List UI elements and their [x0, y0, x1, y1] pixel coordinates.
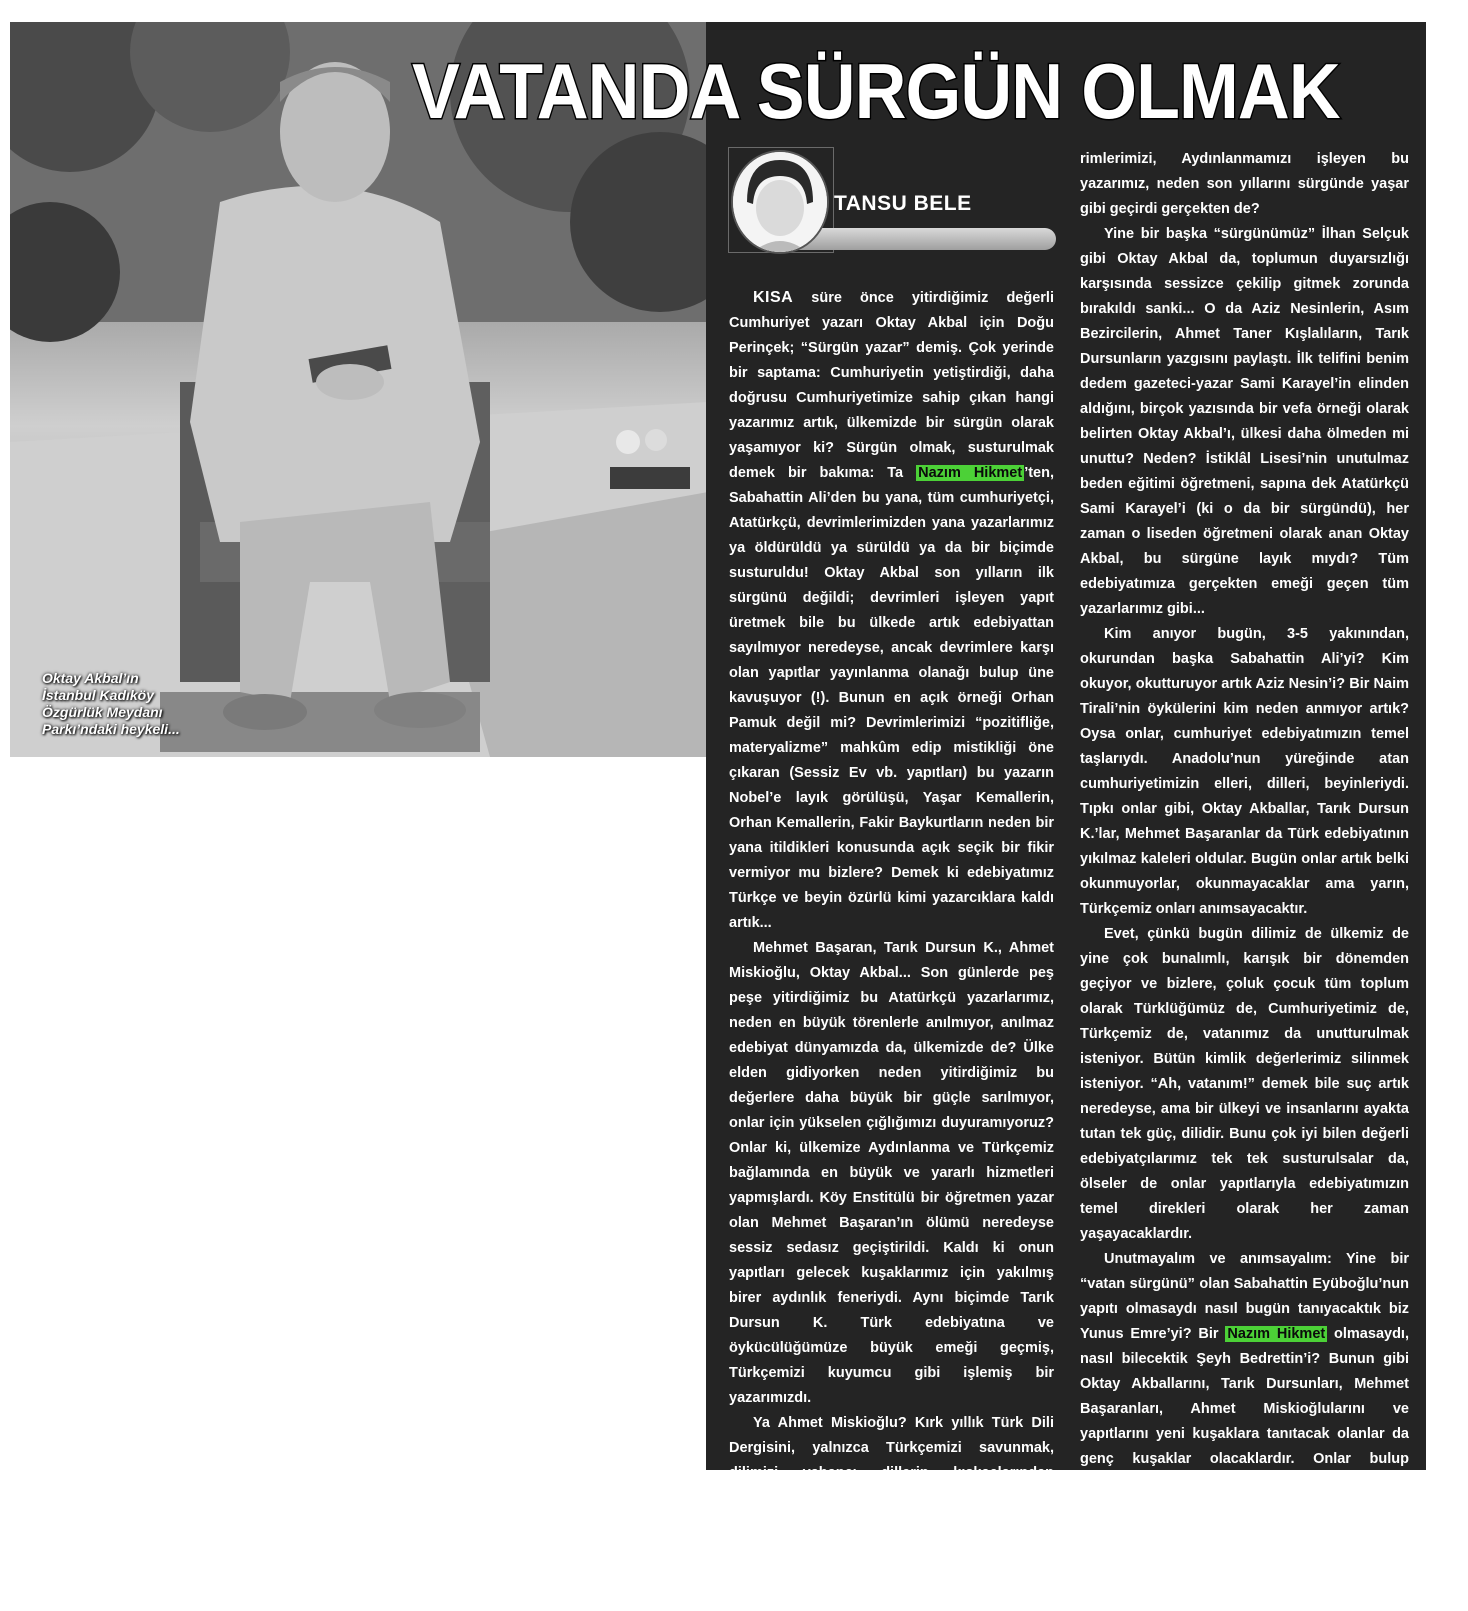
paragraph	[729, 285, 1054, 936]
article-column-1	[729, 285, 1054, 1611]
highlighted-name: Nazım Hikmet	[918, 465, 1023, 481]
lead-word: KISA	[753, 289, 794, 306]
highlighted-name: Nazım Hikmet	[1227, 1326, 1326, 1342]
caption-line: Parkı’ndaki heykeli...	[42, 721, 180, 737]
caption-line: İstanbul Kadıköy	[42, 687, 155, 703]
paragraph: Mehmet Başaran, Tarık Dursun K., Ahmet Miskioğlu, Oktay Akbal... Son günlerde peş peşe yitirdiğimiz bu Atatürkçü yazarlarımız, neden en büyük törenlerle anılmıyor, anılmaz edebiyat dünyamızda da, ülkemizde de? Ülke elden gidiyorken neden yitirdiğimiz bu değerlere daha büyük bir güçle sarılmıyor, onlar için yükselen çığlığımızı duyuramıyoruz? Onlar ki, ülkemize Aydınlanma ve Türkçemiz bağlamında en büyük ve yararlı hizmetleri yapmışlardı. Köy Enstitülü bir öğretmen yazar olan Mehmet Başaran’ın ölümü neredeyse sessiz sedasız geçiştirildi. Kaldı ki onun yapıtları gelecek kuşaklarımız için yakılmış birer aydınlık feneriydi. Aynı biçimde Tarık Dursun K. Türk edebiyatına ve öykücülüğümüze büyük emeği geçmiş, Türkçemizi kuyumcu gibi işlemiş bir yazarımızdı.	[729, 940, 1054, 1406]
author-name: TANSU BELE	[834, 192, 972, 215]
paragraph: Yine bir başka “sürgünümüz” İlhan Selçuk gibi Oktay Akbal da, toplumun duyarsızlığı karşısında sessizce çekilip gitmek zorunda bırakıldı sanki... O da Aziz Nesinlerin, Asım Bezircilerin, Ahmet Taner Kışlalıların, Tarık Dursunların yazgısını paylaştı. İlk telifini benim dedem gazeteci-yazar Sami Karayel’in elinden aldığını, birçok yazısında bir vefa örneği olarak belirten Oktay Akbal’ı, ülkesi daha ölmeden mi unuttu? Neden? İstiklâl Lisesi’nin unutulmaz beden eğitimi öğretmeni, sapına dek Atatürkçü Sami Karayel’i (ki o da bir sürgündü), her zaman o liseden öğretmeni olarak anan Oktay Akbal, bu sürgüne layık mıydı? Tüm edebiyatımıza gerçekten emeği geçen tüm yazarlarımız gibi...	[1080, 226, 1409, 617]
paragraph-text: Unutmayalım ve anımsayalım: Yine bir “vatan sürgünü” olan Sabahattin Eyüboğlu’nun yapıtı olmasaydı nasıl bugün tanıyacaktık biz Yunus Emre’yi? Bir	[1080, 1251, 1409, 1342]
photo-caption	[42, 670, 282, 738]
paragraph	[1080, 1247, 1409, 1597]
paragraph-text: olmasaydı, nasıl bilecektik Şeyh Bedrettin’i? Bunun gibi Oktay Akballarını, Tarık Dursunları, Mehmet Başaranları, Ahmet Miskioğlularını ve yapıtlarını yeni kuşaklara tanıtacak olanlar da genç kuşaklar olacaklardır. Onlar bulup öğretecekler çocuklarımıza, tıpkı Nazım’ın Şeyh Bedrettin’i tanıttığı gibi, bu tümü de “sürgün” yazarlarımızın yapıtlarını... Kendisi de unutturulmak istenen Cumhuriyetimiz ve Atatürkümüz adına!	[1080, 1326, 1409, 1592]
author-portrait	[733, 152, 827, 252]
paragraph: Evet, çünkü bugün dilimiz de ülkemiz de yine çok bunalımlı, karışık bir dönemden geçiyor ve bizlere, çoluk çocuk tüm toplum olarak Türklüğümüz de, Cumhuriyetimiz de, Türkçemiz de, vatanımız da unutturulmak isteniyor. Bütün kimlik değerlerimiz silinmek isteniyor. “Ah, vatanım!” demek bile suç artık neredeyse, ama bir ülkeyi ve insanlarını ayakta tutan tek güç, dilidir. Bunu çok iyi bilen değerli edebiyatçılarımız tek tek susturulsalar da, ölseler de onlar yapıtlarıyla edebiyatımızın temel direkleri olarak her zaman yaşayacaklardır.	[1080, 926, 1409, 1242]
headline: VATANDA SÜRGÜN OLMAK	[412, 47, 1340, 135]
paragraph: Ya Ahmet Miskioğlu? Kırk yıllık Türk Dili Dergisini, yalnızca Türkçemizi savunmak, dilimizi yabancı dillerin kıskaçlarından korumak için en büyük savaşımları verdi, 90 yaşında tükenen son soluğuna dek... Ya Oktay Akbal? O güzelim Türkçesiyle neredeyse çığır açan, öykücülüğümüzü aydınlatan, gazeteciliği boyunca yıllar yılı bıkmadan usanmadan dev-	[729, 1415, 1054, 1606]
paragraph-text: ’ten, Sabahattin Ali’den bu yana, tüm cumhuriyetçi, Atatürkçü, devrimlerimizden yana yazarlarımız ya öldürüldü ya sürüldü ya da bir biçimde susturuldu! Oktay Akbal son yılların ilk sürgünü değildi; devrimleri işleyen yapıt üretmek bile bu ülkede artık edebiyattan sayılmıyor neredeyse, ancak devrimlere karşı olan yapıtlar yayınlanma olanağı bulup üne kavuşuyor (!). Bunun en açık örneği Orhan Pamuk değil mi? Devrimlerimizi “pozitifliğe, materyalizme” mahkûm edip mistikliği öne çıkaran (Sessiz Ev vb. yapıtları) bu yazarın Nobel’e layık görülüşü, Yaşar Kemallerin, Orhan Kemallerin, Fakir Baykurtların neden bir yana itildikleri konusunda açık seçik bir fikir vermiyor mu bizlere? Demek ki edebiyatımız Türkçe ve beyin özürlü kimi yazarcıklara kaldı artık...	[729, 465, 1054, 931]
author-avatar	[731, 150, 829, 254]
paragraph-text: süre önce yitirdiğimiz değerli Cumhuriyet yazarı Oktay Akbal için Doğu Perinçek; “Sürgün yazar” demiş. Çok yerinde bir saptama: Cumhuriyetin yetiştirdiği, daha doğrusu Cumhuriyetimize sahip çıkan hangi yazarımız artık, ülkemizde bir sürgün olarak yaşamıyor ki? Sürgün olmak, susturulmak demek bir bakıma: Ta	[729, 290, 1054, 481]
caption-line: Özgürlük Meydanı	[42, 704, 163, 720]
article-column-2	[1080, 147, 1409, 1597]
paragraph: Kim anıyor bugün, 3-5 yakınından, okurundan başka Sabahattin Ali’yi? Kim okuyor, okutturuyor artık Aziz Nesin’i? Bir Naim Tirali’nin öykülerini kim neden anmıyor artık? Oysa onlar, cumhuriyet edebiyatımızın temel taşlarıydı. Anadolu’nun yüreğinde atan cumhuriyetimizin elleri, dilleri, beyinleriydi. Tıpkı onlar gibi, Oktay Akballar, Tarık Dursun K.’lar, Mehmet Başaranlar da Türk edebiyatının yıkılmaz kaleleri oldular. Bugün onlar artık belki okunmuyorlar, okunmayacaklar ama yarın, Türkçemiz onları anımsayacaktır.	[1080, 626, 1409, 917]
caption-line: Oktay Akbal’ın	[42, 670, 139, 686]
paragraph: rimlerimizi, Aydınlanmamızı işleyen bu yazarımız, neden son yıllarını sürgünde yaşar gibi geçirdi gerçekten de?	[1080, 151, 1409, 217]
